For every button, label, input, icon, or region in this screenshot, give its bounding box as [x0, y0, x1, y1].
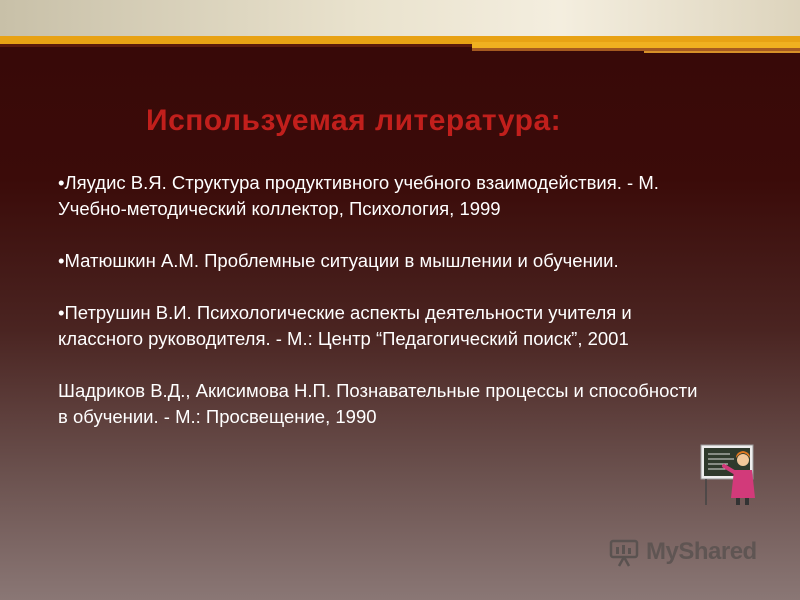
- reference-item: Шадриков В.Д., Акисимова Н.П. Познавательные процессы и способности в обучении. - М.: Просвещение, 1990: [58, 380, 698, 427]
- accent-bar: [0, 44, 472, 47]
- reference-item: •Ляудис В.Я. Структура продуктивного учебного взаимодействия. - М. Учебно-методический коллектор, Психология, 1999: [58, 172, 659, 219]
- reference-item: •Петрушин В.И. Психологические аспекты деятельности учителя и классного руководителя. - М.: Центр “Педагогический поиск”, 2001: [58, 302, 632, 349]
- reference-list: [58, 170, 698, 430]
- teacher-at-blackboard-icon: [700, 444, 760, 506]
- top-decorative-strip: [0, 0, 800, 40]
- myshared-logo-icon: [608, 536, 640, 568]
- slide-title: Используемая литература:: [146, 104, 562, 137]
- reference-item: •Матюшкин А.М. Проблемные ситуации в мышлении и обучении.: [58, 250, 619, 271]
- watermark-label: MyShared: [646, 538, 757, 565]
- accent-bar: [644, 51, 800, 53]
- watermark: [608, 536, 757, 568]
